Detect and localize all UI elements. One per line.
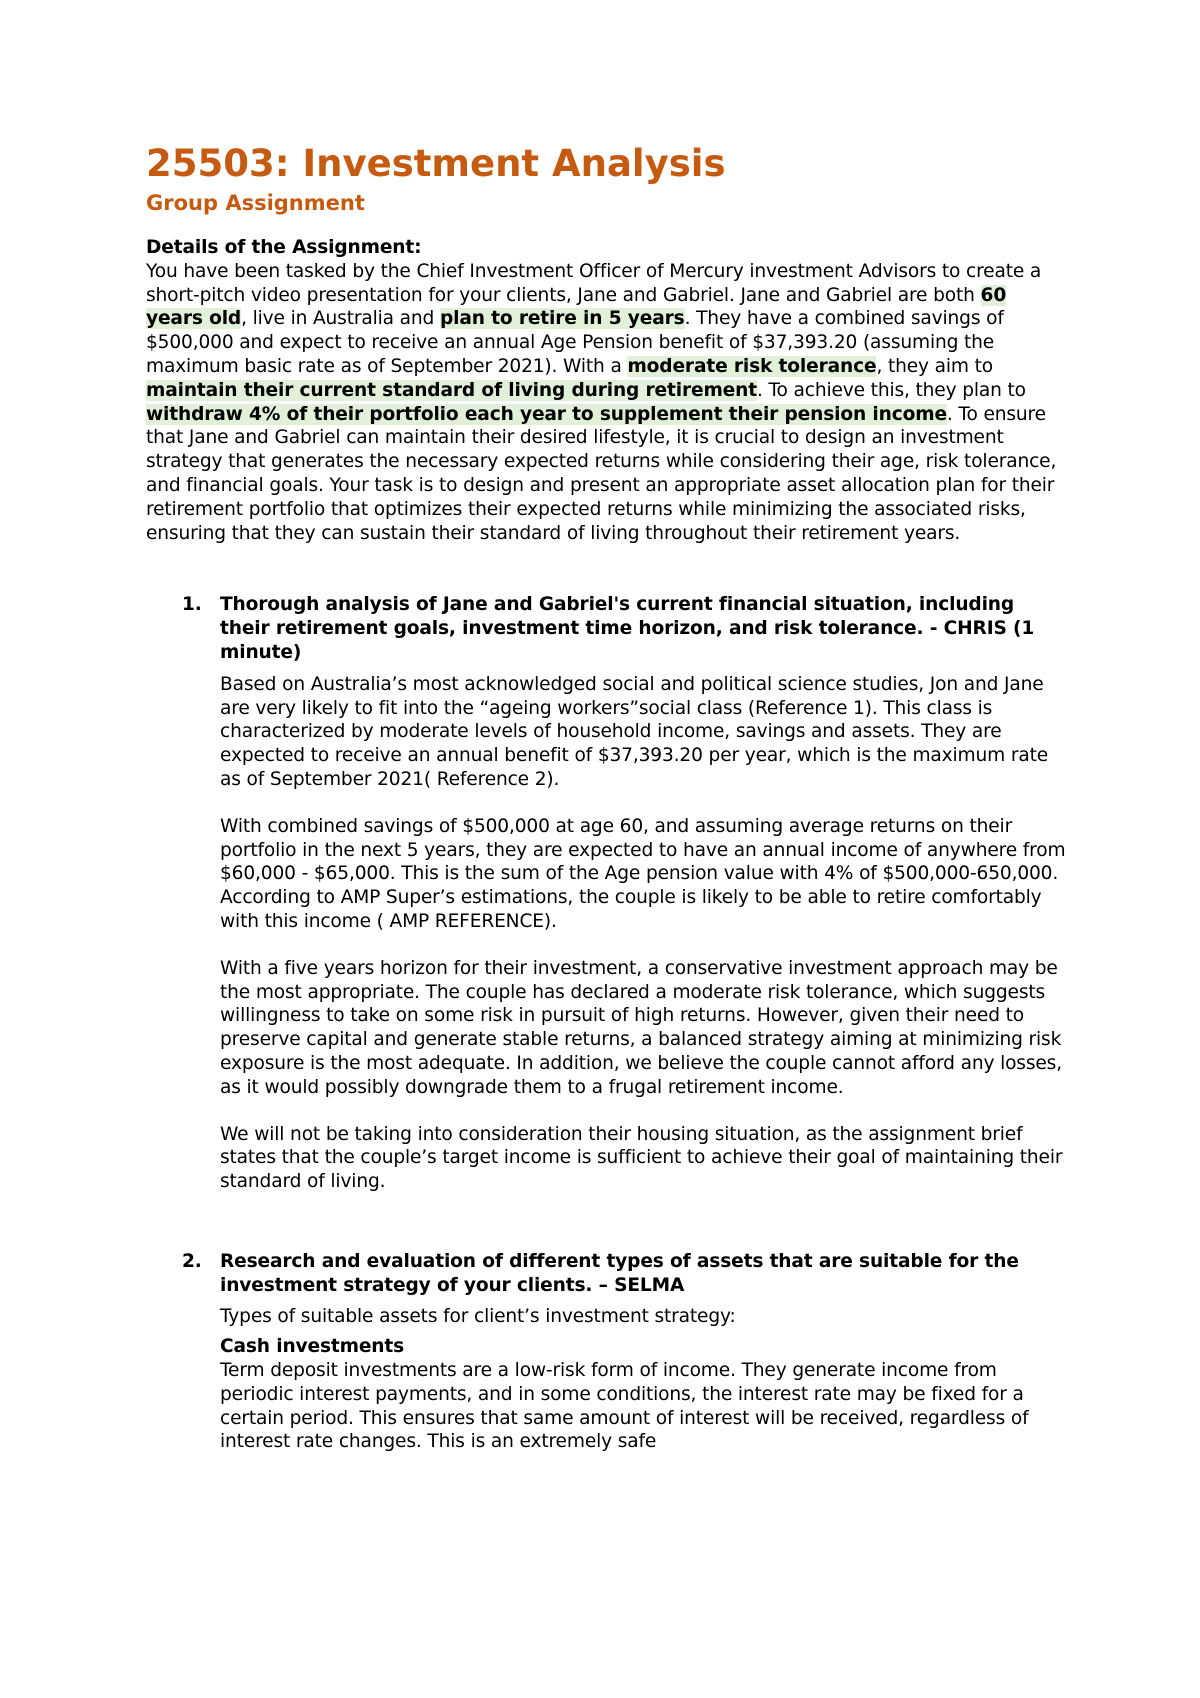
cash-investments-text: Term deposit investments are a low-risk form of income. They generate income from periodic interest payments, and in some conditions, the interest rate may be fixed for a certain period. This ensures that same amount of interest will be received, regardless of interest rate changes. This is an extremely safe [220,1360,1029,1453]
section-heading: Thorough analysis of Jane and Gabriel's current financial situation, including their retirement goals, investment time horizon, and risk tolerance. - CHRIS (1 minute) [220,594,1035,663]
paragraph: With a five years horizon for their investment, a conservative investment approach may be the most appropriate. The couple has declared a moderate risk tolerance, which suggests willingness to take on some risk in pursuit of high returns. However, given their need to preserve capital and generate stable returns, a balanced strategy aiming at minimizing risk exposure is the most adequate. In addition, we believe the couple cannot afford any losses, as it would possibly downgrade them to a frugal retirement income. [220,957,1062,1098]
section-heading: Research and evaluation of different types of assets that are suitable for the investment strategy of your clients. – SELMA [220,1250,1019,1296]
highlight-age: 60 years old [146,284,1007,330]
document-subtitle: Group Assignment [146,191,365,215]
section-list [146,593,1066,1454]
document-title: 25503: Investment Analysis [146,142,726,185]
highlight-risk: moderate risk tolerance [627,355,877,377]
highlight-standard: maintain their current standard of living during retirement [146,379,757,401]
highlight-retire: plan to retire in 5 years [439,308,685,330]
details-text: You have been tasked by the Chief Investment Officer of Mercury investment Advisors to create a short-pitch video presentation for your clients, Jane and Gabriel. Jane and Gabriel are both [146,260,1042,306]
assignment-details [146,236,1066,545]
section-2 [146,1250,1066,1454]
section-number: 2. [182,1250,202,1272]
paragraph: With combined savings of $500,000 at age 60, and assuming average returns on their portfolio in the next 5 years, they are expected to have an annual income of anywhere from $60,000 - $65,000. This is the sum of the Age pension value with 4% of $500,000-650,000. According to AMP Super’s estimations, the couple is likely to be able to retire comfortably with this income ( AMP REFERENCE). [220,815,1066,932]
paragraph: We will not be taking into consideration their housing situation, as the assignment brief states that the couple’s target income is sufficient to achieve their goal of maintaining their standard of living. [220,1123,1063,1193]
details-text: . To ensure that Jane and Gabriel can maintain their desired lifestyle, it is crucial to design an investment strategy that generates the necessary expected returns while considering their age, risk tolerance, and financial goals. Your task is to design and present an appropriate asset allocation plan for their retirement portfolio that optimizes their expected returns while minimizing the associated risks, ensuring that they can sustain their standard of living throughout their retirement years. [146,403,1057,544]
section-intro: Types of suitable assets for client’s investment strategy: [220,1306,736,1328]
paragraph: Based on Australia’s most acknowledged social and political science studies, Jon and Jane are very likely to fit into the “ageing workers”social class (Reference 1). This class is characterized by moderate levels of household income, savings and assets. They are expected to receive an annual benefit of $37,393.20 per year, which is the maximum rate as of September 2021( Reference 2). [220,673,1049,790]
section-number: 1. [182,594,202,616]
document-page [146,140,1066,1454]
details-text: , live in Australia and [241,308,440,330]
details-text: , they aim to [876,355,994,377]
section-1 [146,593,1066,1194]
cash-investments-heading: Cash investments [220,1336,405,1358]
details-text: . To achieve this, they plan to [756,379,1026,401]
highlight-withdraw: withdraw 4% of their portfolio each year to supplement their pension income [146,403,947,425]
details-text: . They have a combined savings of $500,000 and expect to receive an annual Age Pension benefit of $37,393.20 (assuming the maximum basic rate as of September 2021). With a [146,308,1004,377]
details-heading: Details of the Assignment: [146,237,422,258]
